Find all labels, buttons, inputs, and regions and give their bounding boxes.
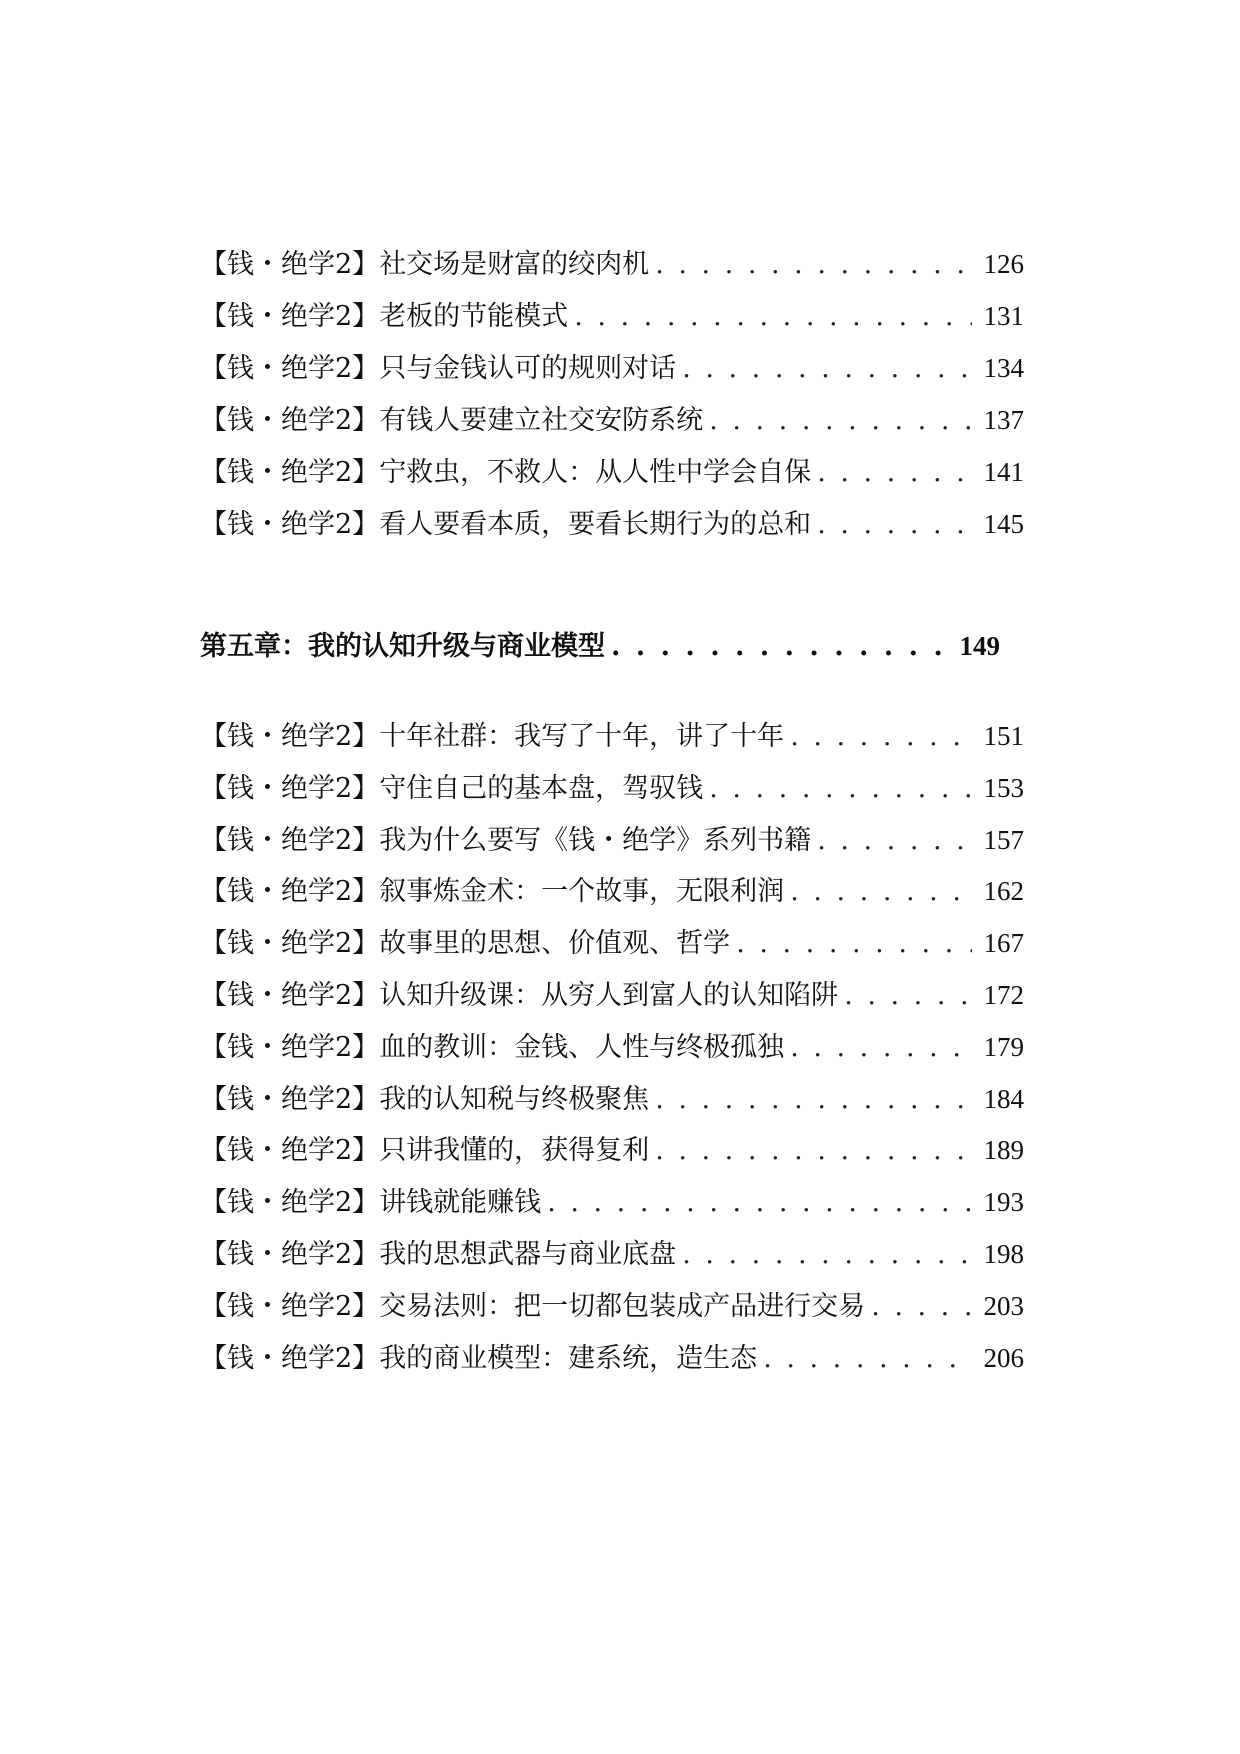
entry-title xyxy=(200,505,811,545)
toc-entry[interactable] xyxy=(200,296,1024,336)
page-number: 126 xyxy=(983,249,1024,279)
page-number: 141 xyxy=(983,457,1024,487)
entry-text: 社交场是财富的绞肉机 xyxy=(379,249,650,280)
entry-title xyxy=(200,1080,649,1120)
entry-title xyxy=(200,245,649,285)
toc-entry[interactable] xyxy=(200,975,1024,1015)
chapter-page-number: 149 xyxy=(959,631,1000,661)
dot-leader xyxy=(817,821,972,861)
page-number: 203 xyxy=(983,1290,1024,1321)
page-number: 193 xyxy=(983,1187,1024,1218)
dot-leader xyxy=(790,1028,972,1068)
toc-entry[interactable] xyxy=(200,452,1024,492)
entry-title xyxy=(200,349,676,389)
dot-leader xyxy=(871,1287,972,1327)
entry-text: 我为什么要写《钱・绝学》系列书籍 xyxy=(379,824,812,856)
entry-text: 我的商业模型：建系统，造生态 xyxy=(379,1342,758,1374)
entry-text: 叙事炼金术：一个故事，无限利润 xyxy=(379,876,785,908)
entry-prefix: 【钱・绝学2】 xyxy=(200,928,380,960)
dot-leader xyxy=(709,401,972,441)
entry-prefix: 【钱・绝学2】 xyxy=(200,1342,380,1374)
toc-entry[interactable] xyxy=(200,871,1024,911)
entry-prefix: 【钱・绝学2】 xyxy=(200,721,380,752)
toc-entry[interactable] xyxy=(200,820,1024,860)
dot-leader xyxy=(547,1183,972,1223)
entry-text: 老板的节能模式 xyxy=(379,301,569,332)
dot-leader xyxy=(763,1339,972,1379)
entry-prefix: 【钱・绝学2】 xyxy=(200,1239,380,1270)
entry-text: 我的思想武器与商业底盘 xyxy=(379,1239,677,1270)
dot-leader xyxy=(817,453,972,493)
dot-leader xyxy=(844,976,972,1016)
entry-title xyxy=(200,1339,757,1379)
entry-prefix: 【钱・绝学2】 xyxy=(200,772,380,804)
entry-title xyxy=(200,297,568,337)
entry-text: 认知升级课：从穷人到富人的认知陷阱 xyxy=(379,980,839,1011)
page-number: 151 xyxy=(983,721,1024,751)
entry-text: 讲钱就能赚钱 xyxy=(379,1187,542,1219)
entry-prefix: 【钱・绝学2】 xyxy=(200,457,380,488)
page-number: 198 xyxy=(983,1239,1024,1269)
entry-text: 只与金钱认可的规则对话 xyxy=(379,353,677,384)
dot-leader xyxy=(709,769,972,809)
dot-leader xyxy=(682,1235,972,1275)
entry-title xyxy=(200,872,784,912)
dot-leader xyxy=(655,245,972,285)
toc-entry[interactable] xyxy=(200,1338,1024,1378)
page-number: 206 xyxy=(983,1342,1024,1373)
page-number: 179 xyxy=(983,1031,1024,1062)
entry-prefix: 【钱・绝学2】 xyxy=(200,249,380,280)
toc-entry[interactable] xyxy=(200,1234,1024,1274)
toc-entry[interactable] xyxy=(200,400,1024,440)
toc-entry[interactable] xyxy=(200,1182,1024,1222)
entry-prefix: 【钱・绝学2】 xyxy=(200,1083,380,1115)
entry-title xyxy=(200,1183,541,1223)
entry-title xyxy=(200,924,730,964)
entry-prefix: 【钱・绝学2】 xyxy=(200,1187,380,1219)
toc-entry[interactable] xyxy=(200,244,1024,284)
entry-title xyxy=(200,976,838,1016)
entry-title xyxy=(200,769,703,809)
toc-entry[interactable] xyxy=(200,768,1024,808)
entry-text: 血的教训：金钱、人性与终极孤独 xyxy=(379,1031,785,1063)
entry-title xyxy=(200,453,811,493)
dot-leader xyxy=(574,297,972,337)
entry-text: 有钱人要建立社交安防系统 xyxy=(379,405,704,436)
entry-prefix: 【钱・绝学2】 xyxy=(200,876,380,908)
chapter-title: 第五章：我的认知升级与商业模型 xyxy=(200,631,605,662)
entry-prefix: 【钱・绝学2】 xyxy=(200,1031,380,1063)
entry-prefix: 【钱・绝学2】 xyxy=(200,1290,380,1322)
page-number: 157 xyxy=(983,824,1024,855)
toc-entry[interactable] xyxy=(200,348,1024,388)
dot-leader xyxy=(682,349,972,389)
toc-entry[interactable] xyxy=(200,716,1024,756)
entry-prefix: 【钱・绝学2】 xyxy=(200,824,380,856)
entry-title xyxy=(200,1287,865,1327)
page-number: 131 xyxy=(983,301,1024,331)
dot-leader xyxy=(790,717,972,757)
entry-text: 守住自己的基本盘，驾驭钱 xyxy=(379,772,704,804)
entry-prefix: 【钱・绝学2】 xyxy=(200,509,380,540)
entry-prefix: 【钱・绝学2】 xyxy=(200,353,380,384)
page-number: 172 xyxy=(983,980,1024,1010)
entry-prefix: 【钱・绝学2】 xyxy=(200,1135,380,1167)
entry-title xyxy=(200,1028,784,1068)
entry-title xyxy=(200,1235,676,1275)
entry-text: 只讲我懂的，获得复利 xyxy=(379,1135,650,1167)
page-number: 153 xyxy=(983,772,1024,803)
entry-prefix: 【钱・绝学2】 xyxy=(200,405,380,436)
entry-title xyxy=(200,821,811,861)
page-number: 134 xyxy=(983,353,1024,383)
entry-text: 交易法则：把一切都包装成产品进行交易 xyxy=(379,1290,866,1322)
entry-text: 宁救虫，不救人：从人性中学会自保 xyxy=(379,457,812,488)
toc-entry[interactable] xyxy=(200,504,1024,544)
entry-text: 看人要看本质，要看长期行为的总和 xyxy=(379,509,812,540)
page-number: 162 xyxy=(983,876,1024,907)
dot-leader xyxy=(655,1080,972,1120)
dot-leader xyxy=(611,625,954,669)
entry-title xyxy=(200,1131,649,1171)
entry-text: 十年社群：我写了十年，讲了十年 xyxy=(379,721,785,752)
entry-text: 我的认知税与终极聚焦 xyxy=(379,1083,650,1115)
page-number: 137 xyxy=(983,405,1024,435)
toc-entry[interactable] xyxy=(200,1027,1024,1067)
toc-entry[interactable] xyxy=(200,1130,1024,1170)
entry-prefix: 【钱・绝学2】 xyxy=(200,301,380,332)
entry-prefix: 【钱・绝学2】 xyxy=(200,980,380,1011)
chapter-entry[interactable] xyxy=(200,624,1000,668)
entry-title xyxy=(200,401,703,441)
page-number: 145 xyxy=(983,509,1024,539)
entry-text: 故事里的思想、价值观、哲学 xyxy=(379,928,731,960)
toc-entry[interactable] xyxy=(200,1079,1024,1119)
dot-leader xyxy=(790,872,972,912)
page-number: 184 xyxy=(983,1083,1024,1114)
toc-entry[interactable] xyxy=(200,1286,1024,1326)
dot-leader xyxy=(736,924,972,964)
toc-entry[interactable] xyxy=(200,923,1024,963)
entry-title xyxy=(200,717,784,757)
dot-leader xyxy=(655,1131,972,1171)
dot-leader xyxy=(817,505,972,545)
page-number: 167 xyxy=(983,928,1024,959)
page-number: 189 xyxy=(983,1135,1024,1166)
